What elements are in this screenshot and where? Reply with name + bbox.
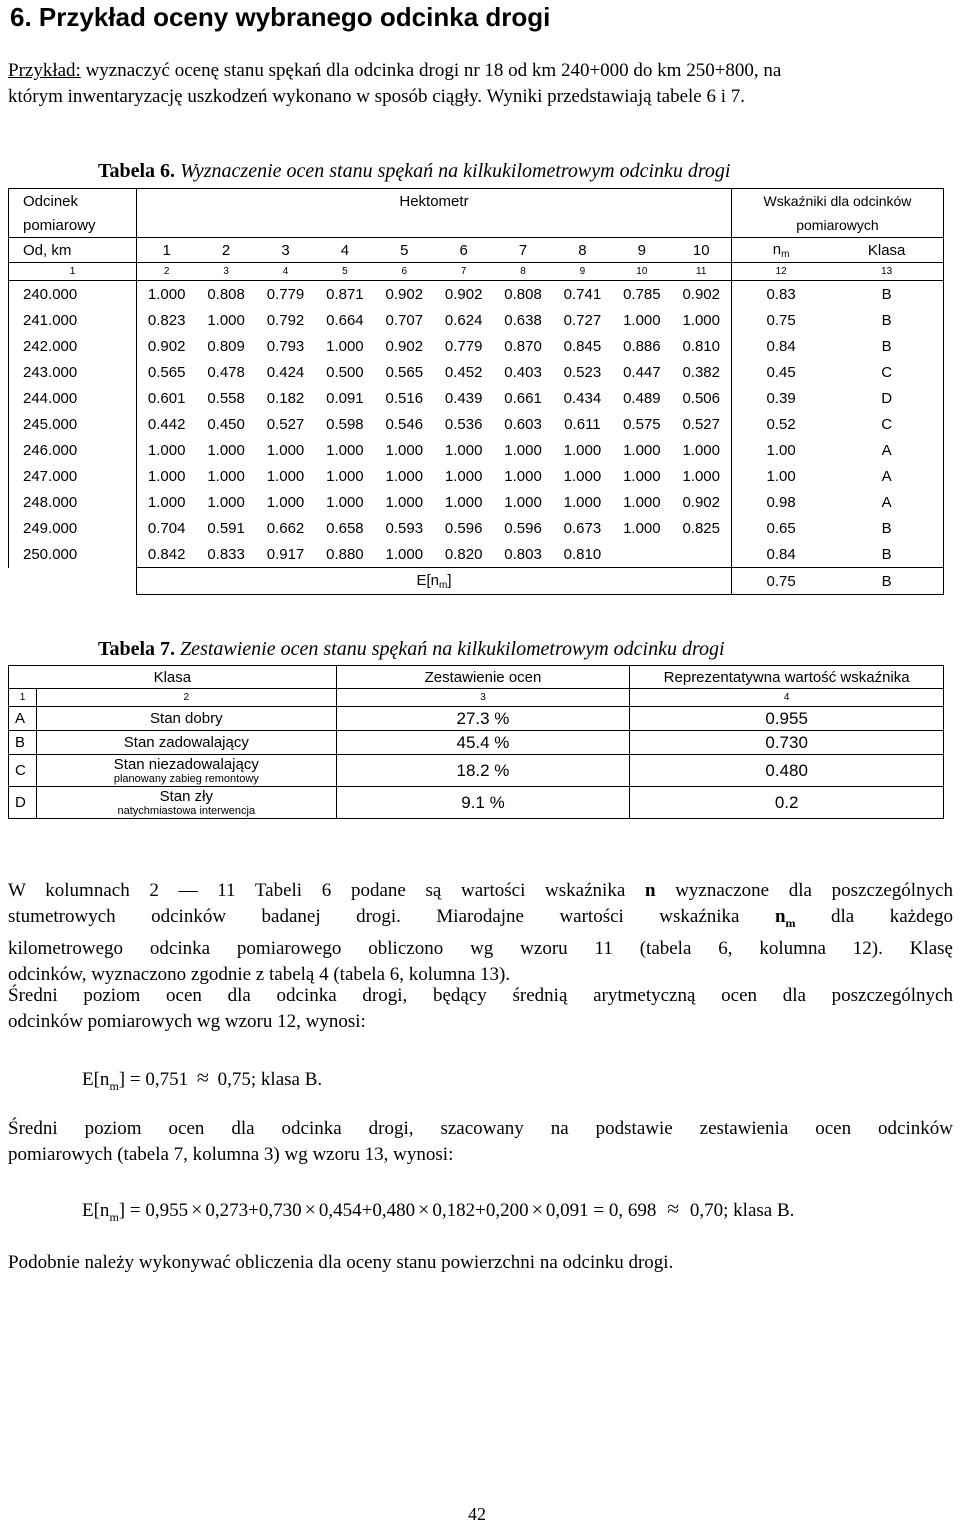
p3-line-1: Średni poziom ocen dla odcinka drogi, szacowany na podstawie zestawienia ocen odcinków [8, 1118, 953, 1139]
table7-stan [36, 787, 336, 819]
table6-nm: 1.00 [766, 441, 796, 459]
p1-line-4: odcinków, wyznaczono zgodnie z tabelą 4 (tabela 6, kolumna 13). [8, 963, 511, 985]
table6-value: 1.000 [623, 493, 661, 511]
table6-value: 0.527 [266, 415, 305, 433]
table6-header-col-4: 4 [315, 238, 374, 263]
table6-nm: 0.83 [766, 285, 796, 303]
table6-header-col-8: 8 [553, 238, 612, 263]
table6-summary-label: $E[n_m]$ [137, 568, 732, 595]
table6-value: 1.000 [672, 463, 732, 489]
table6-value: 0.785 [623, 285, 661, 303]
p1-text-a: W kolumnach 2 — 11 Tabeli 6 podane są wartości wskaźnika [8, 880, 645, 901]
table6-value: 0.489 [623, 389, 661, 407]
table6-value: 1.000 [385, 441, 424, 459]
table7-stan-note: planowany zabieg remontowy [113, 773, 259, 785]
table6-header-wskazniki: Wskaźniki dla odcinków [731, 189, 943, 214]
table6-header-blank [137, 213, 732, 238]
table6-klasa: D [830, 385, 943, 411]
table6-col-number: 5 [315, 263, 374, 281]
table6-value: 0.870 [504, 337, 542, 355]
table6-value: 0.624 [444, 311, 483, 329]
table6-klasa: A [830, 437, 943, 463]
table6-value: 0.527 [672, 411, 732, 437]
table6-value: 0.546 [385, 415, 424, 433]
table6-value: 0.704 [147, 519, 186, 537]
table6-summary-row [9, 568, 944, 595]
table6-header-n-sub: m [781, 248, 790, 260]
table6-value: 0.902 [147, 337, 186, 355]
table6-value [612, 541, 671, 568]
table6-summary-klasa: B [830, 568, 943, 595]
table6-value: 1.000 [623, 311, 661, 329]
table6-nm: 0.75 [766, 311, 796, 329]
table6-value: 0.506 [672, 385, 732, 411]
table6-value: 1.000 [266, 493, 305, 511]
table6-col-number: 12 [731, 263, 830, 281]
table6-value: 0.779 [266, 285, 305, 303]
table6-value: 0.182 [266, 389, 305, 407]
table-row [9, 463, 944, 489]
table6-nm: 0.45 [766, 363, 796, 381]
table6-value: 1.000 [672, 437, 732, 463]
table-row [9, 787, 944, 819]
table6-header-col-5: 5 [375, 238, 434, 263]
table6-nm: 0.65 [766, 519, 796, 537]
table6-km: 246.000 [9, 437, 137, 463]
p1-text-c: wyznaczone dla poszczególnych [655, 880, 954, 901]
table6-value: 1.000 [623, 441, 661, 459]
table6-value: 1.000 [504, 441, 542, 459]
table7-caption [98, 638, 725, 661]
p1-text-2a: stumetrowych odcinków badanej drogi. Miarodajne wartości wskaźnika [8, 906, 775, 927]
table6-value: 0.825 [672, 515, 732, 541]
table6-km: 242.000 [9, 333, 137, 359]
table7-caption-label: Tabela 7. [98, 638, 176, 660]
table6-header-hektometr: Hektometr [137, 189, 732, 214]
table6-col-number: 7 [434, 263, 493, 281]
table7 [8, 665, 944, 819]
table7-percent: 27.3 % [336, 707, 630, 731]
table6-value: 1.000 [444, 467, 483, 485]
table7-klasa: C [9, 755, 37, 787]
table6-value: 0.611 [564, 415, 601, 433]
table6-header-col-7: 7 [493, 238, 552, 263]
table6-column-numbers [9, 263, 944, 281]
p1-nm: n [774, 906, 786, 927]
table6-value: 0.727 [563, 311, 602, 329]
table7-stan-label: Stan zadowalający [123, 734, 249, 751]
table6-value: 0.500 [326, 363, 364, 381]
intro-text-2: którym inwentaryzację uszkodzeń wykonano w sposób ciągły. Wyniki przedstawiają tabele 6 i 7. [8, 86, 746, 107]
table6-value: 1.000 [266, 441, 305, 459]
table6-header-pomiarowy: pomiarowy [9, 213, 137, 238]
table6-nm: 0.39 [766, 389, 796, 407]
table6-header-col-6: 6 [434, 238, 493, 263]
table6-klasa: A [830, 489, 943, 515]
table6-km: 250.000 [9, 541, 137, 568]
table6-blank [9, 568, 137, 595]
table7-stan-label: Stan niezadowalający [113, 756, 259, 773]
p1-nm-sub: m [785, 915, 796, 930]
table6-value: 0.447 [623, 363, 661, 381]
table6-value: 0.902 [385, 337, 424, 355]
table6-value: 0.523 [563, 363, 602, 381]
table6-value: 0.810 [672, 333, 732, 359]
table7-column-numbers [9, 689, 944, 707]
table6-value: 1.000 [563, 493, 602, 511]
table6-value: 1.000 [207, 493, 245, 511]
table-row [9, 333, 944, 359]
page-title: 6. Przykład oceny wybranego odcinka drogi [10, 2, 551, 32]
table6-value: 0.450 [207, 415, 245, 433]
table6-header-col-3: 3 [256, 238, 315, 263]
table6-value: 0.902 [672, 281, 732, 308]
table6-km: 244.000 [9, 385, 137, 411]
table6-km: 247.000 [9, 463, 137, 489]
times-icon: × [191, 1199, 203, 1221]
table6-value: 0.707 [385, 311, 424, 329]
p1-text-2c: dla każdego [795, 906, 954, 927]
table6-value: 0.603 [504, 415, 542, 433]
table6-klasa: B [830, 281, 943, 308]
table6-value: 1.000 [504, 493, 542, 511]
times-icon: × [304, 1199, 316, 1221]
table6-value: 0.601 [147, 389, 186, 407]
table6-header-col-10: 10 [672, 238, 732, 263]
table6-value [672, 541, 732, 568]
table6-value: 0.779 [444, 337, 483, 355]
table7-header-klasa: Klasa [9, 666, 337, 689]
page-number: 42 [468, 1504, 486, 1524]
table6-value: 0.661 [504, 389, 542, 407]
table-row [9, 411, 944, 437]
table6-value: 0.662 [266, 519, 305, 537]
table6-caption-text: Wyznaczenie ocen stanu spękań na kilkukilometrowym odcinku drogi [175, 160, 731, 182]
table6-value: 0.809 [207, 337, 245, 355]
table6-summary-value: 0.75 [731, 568, 830, 595]
table-row [9, 707, 944, 731]
table6-value: 1.000 [207, 311, 245, 329]
table6-value: 0.424 [266, 363, 305, 381]
table6-col-number: 10 [612, 263, 671, 281]
table6-header-row-3 [9, 238, 944, 263]
table6-value: 0.591 [207, 519, 245, 537]
table6-value: 1.000 [623, 519, 661, 537]
approx-icon: ≈ [667, 1196, 680, 1221]
paragraph-2 [8, 983, 953, 1035]
table6-value: 0.845 [563, 337, 602, 355]
paragraph-1 [8, 878, 953, 988]
table6-value: 0.442 [147, 415, 186, 433]
table6-value: 1.000 [563, 441, 602, 459]
table6-value: 1.000 [444, 493, 483, 511]
table6-col-number: 8 [493, 263, 552, 281]
intro-paragraph [8, 58, 953, 110]
table6-value: 0.638 [504, 311, 542, 329]
table6-header-col-9: 9 [612, 238, 671, 263]
table6-value: 1.000 [385, 467, 424, 485]
table6-header-nm [731, 238, 830, 263]
table6-value: 0.902 [385, 285, 424, 303]
table6-value: 0.842 [147, 545, 186, 563]
table6-value: 0.439 [444, 389, 483, 407]
table6-caption [98, 160, 731, 183]
table6-value: 0.673 [563, 519, 602, 537]
table6-value: 1.000 [385, 493, 424, 511]
p1-n: n [644, 880, 656, 901]
table6-value: 0.434 [563, 389, 602, 407]
table6-col-number: 4 [256, 263, 315, 281]
table6-value: 0.917 [266, 545, 305, 563]
table-row [9, 437, 944, 463]
table6-value: 0.803 [504, 545, 542, 563]
table6-col-number: 2 [137, 263, 197, 281]
table6-klasa: B [830, 541, 943, 568]
p2-line-2: odcinków pomiarowych wg wzoru 12, wynosi: [8, 1011, 366, 1032]
table7-col-number: 1 [9, 689, 37, 707]
table6-km: 245.000 [9, 411, 137, 437]
table6-klasa: B [830, 333, 943, 359]
table-row [9, 307, 944, 333]
table6-header-klasa: Klasa [830, 238, 943, 263]
table6-nm: 0.98 [766, 493, 796, 511]
table7-percent: 45.4 % [336, 731, 630, 755]
table6-value: 0.820 [444, 545, 483, 563]
table6-value: 0.596 [504, 519, 542, 537]
table-row [9, 359, 944, 385]
p2-line-1: Średni poziom ocen dla odcinka drogi, będący średnią arytmetyczną ocen dla poszczególnych [8, 985, 953, 1006]
table6-header-odcinek: Odcinek [9, 189, 137, 214]
table7-col-number: 3 [336, 689, 630, 707]
table6-value: 1.000 [326, 441, 364, 459]
table6-nm: 0.84 [766, 545, 796, 563]
p1-line-3: kilometrowego odcinka pomiarowego obliczono wg wzoru 11 (tabela 6, kolumna 12). Klasę [8, 937, 953, 959]
table6-value: 1.000 [563, 467, 602, 485]
paragraph-3 [8, 1116, 953, 1168]
table6-col-number: 1 [9, 263, 137, 281]
table6-value: 0.808 [207, 285, 245, 303]
table6-value: 0.596 [444, 519, 483, 537]
table6-value: 0.871 [326, 285, 364, 303]
table7-stan [36, 755, 336, 787]
table7-header-row [9, 666, 944, 689]
table-row [9, 541, 944, 568]
formula-2: $E[n_m] = 0,955 \times 0,273+0,730 \times 0,454+0,480 \times 0,182+0,200 \times 0,091 = 0$, 698 ≈ 0,70; klasa B. [82, 1196, 795, 1224]
table6-value: 1.000 [147, 467, 186, 485]
table6-value: 0.478 [207, 363, 245, 381]
table6-value: 1.000 [326, 467, 364, 485]
table7-col-number: 2 [36, 689, 336, 707]
table6-value: 1.000 [504, 467, 542, 485]
approx-icon: ≈ [196, 1065, 209, 1090]
table7-stan [36, 707, 336, 731]
table6-col-number: 13 [830, 263, 943, 281]
table6-col-number: 9 [553, 263, 612, 281]
table7-value: 0.955 [630, 707, 944, 731]
table7-stan-label: Stan zły [159, 788, 213, 805]
table6-value: 0.902 [444, 285, 483, 303]
table6-value: 0.382 [672, 359, 732, 385]
table6-value: 0.810 [563, 545, 602, 563]
table6-value: 0.575 [623, 415, 661, 433]
table6-value: 1.000 [207, 441, 245, 459]
table7-percent: 18.2 % [336, 755, 630, 787]
table6-value: 1.000 [326, 493, 364, 511]
table6-value: 0.793 [266, 337, 305, 355]
table-row [9, 281, 944, 308]
final-line: Podobnie należy wykonywać obliczenia dla oceny stanu powierzchni na odcinku drogi. [8, 1252, 674, 1273]
table6-header-od: Od, km [9, 238, 137, 263]
table-row [9, 515, 944, 541]
table6-klasa: B [830, 307, 943, 333]
table-row [9, 755, 944, 787]
table6-col-number: 11 [672, 263, 732, 281]
table7-percent: 9.1 % [336, 787, 630, 819]
table6-value: 1.000 [207, 467, 245, 485]
table6-klasa: B [830, 515, 943, 541]
table6-value: 1.000 [147, 285, 186, 303]
table6-value: 0.808 [504, 285, 542, 303]
intro-label: Przykład: [8, 60, 81, 81]
table6-value: 0.833 [207, 545, 245, 563]
table6-value: 0.565 [147, 363, 186, 381]
table6-value: 1.000 [266, 467, 305, 485]
table7-col-number: 4 [630, 689, 944, 707]
table6-value: 0.516 [385, 389, 424, 407]
table6-klasa: C [830, 411, 943, 437]
table6-header-n: n [772, 240, 782, 258]
table6-km: 241.000 [9, 307, 137, 333]
table7-value: 0.2 [630, 787, 944, 819]
table6-value: 0.565 [385, 363, 424, 381]
table6-value: 0.792 [266, 311, 305, 329]
table7-value: 0.730 [630, 731, 944, 755]
table6-caption-label: Tabela 6. [98, 160, 176, 182]
table7-stan [36, 731, 336, 755]
table6-value: 0.403 [504, 363, 542, 381]
table7-header-zestawienie: Zestawienie ocen [336, 666, 630, 689]
table6-value: 1.000 [444, 441, 483, 459]
table6-km: 243.000 [9, 359, 137, 385]
table7-caption-text: Zestawienie ocen stanu spękań na kilkukilometrowym odcinku drogi [175, 638, 725, 660]
table7-klasa: B [9, 731, 37, 755]
table6-nm: 0.52 [766, 415, 796, 433]
formula-1: $E[n_m] = 0,751 \approx 0,75$; klasa B. [82, 1065, 323, 1093]
table7-header-reprezentatywna: Reprezentatywna wartość wskaźnika [630, 666, 944, 689]
table-row [9, 489, 944, 515]
table6-value: 0.593 [385, 519, 424, 537]
table6-header-pomiarowych: pomiarowych [731, 213, 943, 238]
table6-value: 1.000 [672, 307, 732, 333]
table6-value: 1.000 [623, 467, 661, 485]
table6-col-number: 6 [375, 263, 434, 281]
table7-klasa: D [9, 787, 37, 819]
table6-value: 1.000 [147, 493, 186, 511]
times-icon: × [418, 1199, 430, 1221]
p3-line-2: pomiarowych (tabela 7, kolumna 3) wg wzoru 13, wynosi: [8, 1144, 454, 1165]
table6-value: 0.664 [326, 311, 364, 329]
table6-value: 1.000 [385, 545, 424, 563]
table6-klasa: A [830, 463, 943, 489]
table7-stan-note: natychmiastowa interwencja [117, 805, 256, 817]
table6-value: 0.091 [326, 389, 364, 407]
table6-value: 0.741 [563, 285, 602, 303]
table6-value: 0.823 [147, 311, 186, 329]
table6-header-row-1 [9, 189, 944, 214]
table6-value: 0.536 [444, 415, 483, 433]
table6-km: 248.000 [9, 489, 137, 515]
table6-value: 0.598 [326, 415, 364, 433]
table6-value: 0.902 [672, 489, 732, 515]
table6-klasa: C [830, 359, 943, 385]
table6-value: 0.886 [623, 337, 661, 355]
table-row [9, 731, 944, 755]
table6 [8, 188, 944, 595]
table6-header-col-1: 1 [137, 238, 197, 263]
table6-value: 0.558 [207, 389, 245, 407]
table6-km: 240.000 [9, 281, 137, 308]
table6-value: 1.000 [326, 337, 364, 355]
table6-nm: 0.84 [766, 337, 796, 355]
table6-value: 0.658 [326, 519, 364, 537]
table7-value: 0.480 [630, 755, 944, 787]
intro-text-1: wyznaczyć ocenę stanu spękań dla odcinka drogi nr 18 od km 240+000 do km 250+800, na [80, 60, 782, 81]
table6-km: 249.000 [9, 515, 137, 541]
table6-header-row-2 [9, 213, 944, 238]
table6-header-col-2: 2 [196, 238, 255, 263]
table6-value: 1.000 [147, 441, 186, 459]
table7-klasa: A [9, 707, 37, 731]
table6-value: 0.880 [326, 545, 364, 563]
table7-stan-label: Stan dobry [150, 710, 223, 727]
table-row [9, 385, 944, 411]
times-icon: × [531, 1199, 543, 1221]
table6-col-number: 3 [196, 263, 255, 281]
table6-value: 0.452 [444, 363, 483, 381]
table6-nm: 1.00 [766, 467, 796, 485]
